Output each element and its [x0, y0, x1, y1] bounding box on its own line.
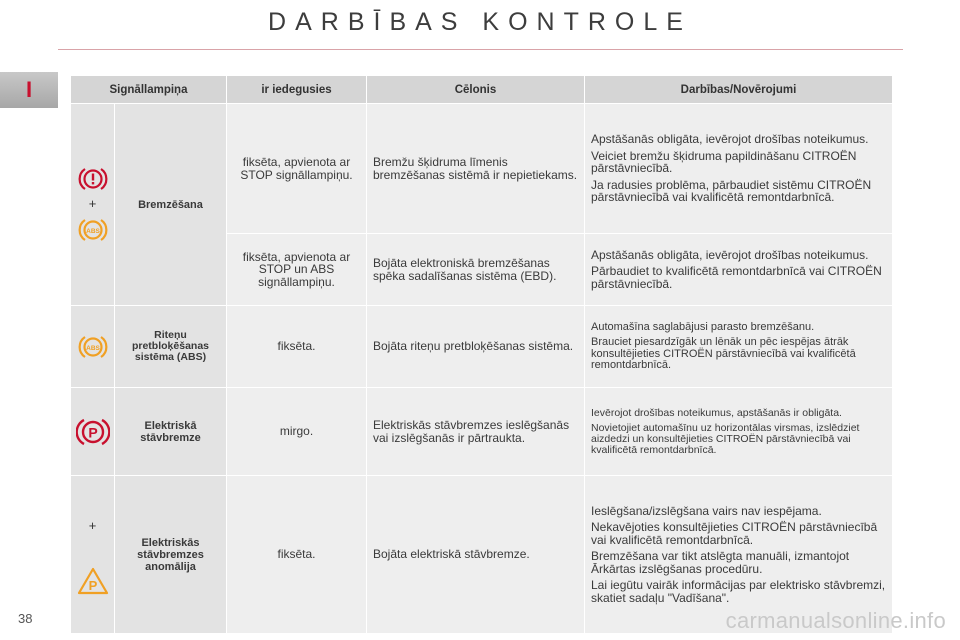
- parking-brake-icon: [76, 417, 110, 447]
- lamp-name-abs: Riteņu pretbloķēšanas sistēma (ABS): [115, 306, 227, 388]
- action-text: Lai iegūtu vairāk informācijas par elektrisko stāvbremzi, skatiet sadaļu "Vadīšana".: [591, 578, 886, 605]
- state-cell: fiksēta.: [227, 476, 367, 634]
- warning-lamp-table: [70, 75, 893, 634]
- col-header-action: Darbības/Novērojumi: [585, 76, 893, 104]
- action-text: Pārbaudiet to kvalificētā remontdarbnīcā vai CITROËN pārstāvniecībā.: [591, 264, 882, 291]
- cause-cell: Bojāta elektriskā stāvbremze.: [367, 476, 585, 634]
- cause-cell: Bojāta elektroniskā bremzēšanas spēka sadalīšanas sistēma (EBD).: [367, 234, 585, 306]
- page-title: DARBĪBAS KONTROLE: [268, 8, 692, 36]
- lamp-icons-braking: [71, 104, 115, 306]
- state-cell: mirgo.: [227, 388, 367, 476]
- action-text: Ieslēgšana/izslēgšana vairs nav iespējama.: [591, 503, 822, 518]
- svg-text:P: P: [88, 577, 97, 593]
- lamp-icon-abs: [71, 306, 115, 388]
- plus-sign: +: [88, 518, 97, 534]
- state-cell: fiksēta.: [227, 306, 367, 388]
- action-cell: [585, 306, 893, 388]
- lamp-name-parking-brake: Elektriskā stāvbremze: [115, 388, 227, 476]
- action-text: Ievērojot drošības noteikumus, apstāšanās ir obligāta.: [591, 406, 842, 419]
- action-text: Veiciet bremžu šķidruma papildināšanu CITROËN pārstāvniecībā.: [591, 148, 857, 176]
- action-cell: [585, 234, 893, 306]
- brake-warning-icon: [78, 166, 108, 192]
- plus-sign: +: [88, 196, 97, 212]
- action-text: Novietojiet automašīnu uz horizontālas virsmas, izslēdziet aizdedzi un konsultējieties CITROËN pārstāvniecībā vai kvalificētā remontdarbnīcā.: [591, 421, 860, 456]
- table-header-row: [71, 76, 893, 104]
- action-cell: [585, 388, 893, 476]
- lamp-name-parking-brake-fault: Elektriskās stāvbremzes anomālija: [115, 476, 227, 634]
- action-text: Nekavējoties konsultējieties CITROËN pārstāvniecībā vai kvalificētā remontdarbnīcā.: [591, 520, 878, 547]
- abs-icon: [78, 217, 108, 243]
- action-text: Automašīna saglabājusi parasto bremzēšanu.: [591, 320, 815, 333]
- svg-text:ABS: ABS: [85, 344, 100, 352]
- section-tab[interactable]: [0, 72, 58, 108]
- table-row: [71, 388, 893, 476]
- parking-brake-fault-icon: [77, 567, 109, 595]
- section-tab-label: I: [25, 77, 33, 102]
- lamp-name-braking: Bremzēšana: [115, 104, 227, 306]
- table-row: [71, 306, 893, 388]
- state-cell: fiksēta, apvienota ar STOP signāllampiņu.: [227, 104, 367, 234]
- action-text: Ja radusies problēma, pārbaudiet sistēmu CITROËN pārstāvniecībā vai kvalificētā remontdarbnīcā.: [591, 177, 872, 205]
- action-text: Apstāšanās obligāta, ievērojot drošības noteikumus.: [591, 247, 869, 262]
- cause-cell: Bojāta riteņu pretbloķēšanas sistēma.: [367, 306, 585, 388]
- table-row: [71, 104, 893, 234]
- col-header-state: ir iedegusies: [227, 76, 367, 104]
- action-text: Apstāšanās obligāta, ievērojot drošības noteikumus.: [591, 132, 869, 147]
- lamp-icon-parking-brake: [71, 388, 115, 476]
- action-cell: [585, 104, 893, 234]
- watermark: carmanualsonline.info: [725, 608, 946, 633]
- lamp-icon-parking-brake-fault: [71, 476, 115, 634]
- col-header-lamp: Signāllampiņa: [71, 76, 227, 104]
- action-text: Brauciet piesardzīgāk un lēnāk un pēc iespējas ātrāk konsultējieties CITROËN pārstāvniecībā vai kvalificētā remontdarbnīcā.: [591, 336, 856, 371]
- svg-text:P: P: [87, 424, 98, 440]
- cause-cell: Elektriskās stāvbremzes ieslēgšanās vai izslēgšanās ir pārtraukta.: [367, 388, 585, 476]
- title-rule: [58, 49, 903, 50]
- cause-cell: Bremžu šķidruma līmenis bremzēšanas sistēmā ir nepietiekams.: [367, 104, 585, 234]
- svg-text:ABS: ABS: [85, 227, 100, 235]
- col-header-cause: Cēlonis: [367, 76, 585, 104]
- page-number: 38: [18, 611, 33, 626]
- abs-icon: [78, 334, 108, 360]
- state-cell: fiksēta, apvienota ar STOP un ABS signāllampiņu.: [227, 234, 367, 306]
- action-text: Bremzēšana var tikt atslēgta manuāli, izmantojot Ārkārtas izslēgšanas procedūru.: [591, 549, 850, 576]
